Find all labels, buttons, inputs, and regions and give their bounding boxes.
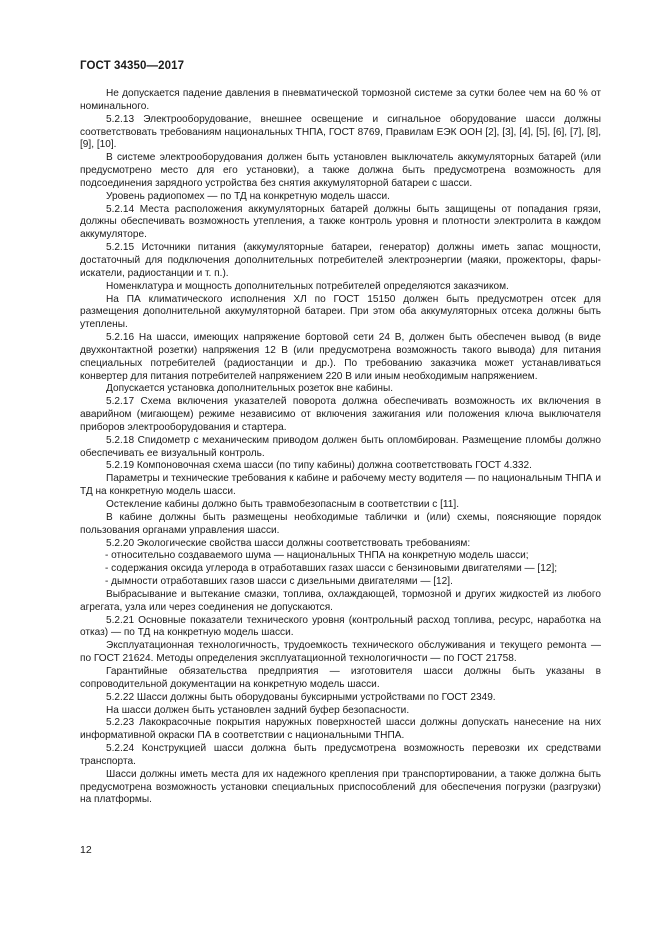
paragraph: Шасси должны иметь места для их надежного крепления при транспортировании, а также должна быть предусмотрена возможность установки специальных приспособлений для обеспечения погрузки (разгрузки) на платформы. [80, 768, 601, 806]
paragraph: 5.2.17 Схема включения указателей поворота должна обеспечивать возможность их включения в аварийном (мигающем) режиме независимо от включения зажигания или положения ключа выключателя приборов электрооборудования и стартера. [80, 396, 601, 433]
paragraph: Выбрасывание и вытекание смазки, топлива, охлаждающей, тормозной и других жидкостей из любого агрегата, узла или через соединения не допускаются. [80, 588, 601, 613]
paragraph: Гарантийные обязательства предприятия — изготовителя шасси должны быть указаны в сопроводительной документации на конкретную модель шасси. [80, 665, 601, 690]
paragraph: 5.2.18 Спидометр с механическим приводом должен быть опломбирован. Размещение пломбы должно обеспечивать ее визуальный контроль. [80, 434, 601, 459]
paragraph: 5.2.23 Лакокрасочные покрытия наружных поверхностей шасси должны допускать нанесение на них информативной окраски ПА в соответствии с национальными ТНПА. [80, 717, 601, 742]
paragraph: 5.2.24 Конструкцией шасси должна быть предусмотрена возможность перевозки их средствами транспорта. [80, 743, 601, 767]
paragraph: Допускается установка дополнительных розеток вне кабины. [106, 383, 394, 395]
document-body [80, 88, 601, 807]
paragraph: 5.2.15 Источники питания (аккумуляторные батареи, генератор) должны иметь запас мощности, достаточный для подключения дополнительных потребителей электроэнергии (маяки, прожекторы, фары-искатели, радиостанции и т. п.). [80, 242, 601, 279]
paragraph: На шасси должен быть установлен задний буфер безопасности. [106, 704, 410, 716]
paragraph: На ПА климатического исполнения ХЛ по ГОСТ 15150 должен быть предусмотрен отсек для размещения дополнительной аккумуляторной батареи. При этом оба аккумуляторных отсека должны быть утеплены. [80, 293, 601, 331]
paragraph: 5.2.16 На шасси, имеющих напряжение бортовой сети 24 В, должен быть обеспечен вывод (в виде двухконтактной розетки) напряжения 12 В (или предусмотрена возможность такого вывода) для питания специальных потребителей (радиостанции и др.). По требованию заказчика может устанавливаться конвертер для питания потребителей напряжением 220 В или иным необходимым напряжением. [80, 332, 601, 382]
paragraph: Остекление кабины должно быть травмобезопасным в соответствии с [11]. [106, 499, 460, 510]
page-number: 12 [80, 844, 92, 856]
list-item: - содержания оксида углерода в отработавших газах шасси с бензиновыми двигателями — [12]; [105, 563, 558, 575]
paragraph: В системе электрооборудования должен быть установлен выключатель аккумуляторных батарей (или предусмотрено место для его установки), а также должна быть предусмотрена возможность для подсоединения зарядного устройства без снятия аккумуляторной батареи с шасси. [80, 152, 601, 189]
paragraph: Не допускается падение давления в пневматической тормозной системе за сутки более чем на 60 % от номинального. [80, 88, 601, 112]
paragraph: 5.2.14 Места расположения аккумуляторных батарей должны быть защищены от попадания грязи, должны обеспечивать возможность утепления, а также контроль уровня и плотности электролита в каждом аккумуляторе. [80, 203, 601, 241]
paragraph: Уровень радиопомех — по ТД на конкретную модель шасси. [106, 190, 390, 202]
paragraph: Параметры и технические требования к кабине и рабочему месту водителя — по национальным ТНПА и ТД на конкретную модель шасси. [80, 473, 601, 498]
paragraph: Номенклатура и мощность дополнительных потребителей определяются заказчиком. [106, 280, 509, 292]
document-header: ГОСТ 34350—2017 [80, 60, 185, 72]
paragraph: Эксплуатационная технологичность, трудоемкость технического обслуживания и текущего ремонта — по ГОСТ 21624. Методы определения эксплуатационной технологичности — по ГОСТ 21758. [80, 640, 601, 665]
paragraph: 5.2.21 Основные показатели технического уровня (контрольный расход топлива, ресурс, наработка на отказ) — по ТД на конкретную модель шасси. [80, 614, 601, 639]
paragraph: 5.2.20 Экологические свойства шасси должны соответствовать требованиям: [106, 537, 471, 549]
paragraph: 5.2.22 Шасси должны быть оборудованы буксирными устройствами по ГОСТ 2349. [106, 691, 496, 703]
paragraph: 5.2.13 Электрооборудование, внешнее освещение и сигнальное оборудование шасси должны соответствовать требованиям национальных ТНПА, ГОСТ 8769, Правилам ЕЭК ООН [2], [3], [4], [5], [6], [7], [8], [9], [10]. [80, 113, 601, 151]
paragraph: В кабине должны быть размещены необходимые таблички и (или) схемы, поясняющие порядок пользования органами управления шасси. [80, 511, 601, 536]
list-item: - дымности отработавших газов шасси с дизельными двигателями — [12]. [105, 576, 453, 588]
paragraph: 5.2.19 Компоновочная схема шасси (по типу кабины) должна соответствовать ГОСТ 4.332. [106, 460, 532, 472]
list-item: - относительно создаваемого шума — национальных ТНПА на конкретную модель шасси; [105, 550, 529, 562]
